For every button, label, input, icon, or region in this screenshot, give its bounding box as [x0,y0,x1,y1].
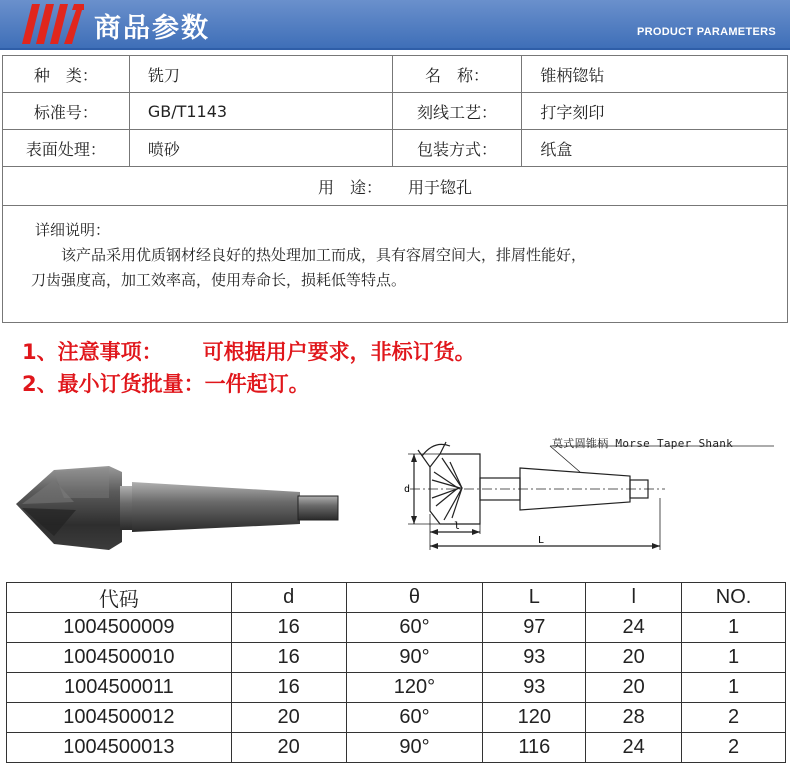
param-value: 喷砂 [129,130,392,167]
usage-row [3,167,788,206]
note-text: 可根据用户要求，非标订货。 [202,340,476,364]
param-key: 表面处理： [3,130,130,167]
cell-angle: 60° [346,613,483,643]
page-title: 商品参数 [94,13,210,44]
cell-no: 1 [682,613,786,643]
cell-d: 16 [231,643,346,673]
column-header: NO. [682,583,786,613]
cell-l: 24 [586,733,682,763]
detail-text: 该产品采用优质钢材经良好的热处理加工而成，具有容屑空间大，排屑性能好， [61,246,587,264]
brand-logo-icon [18,2,88,46]
cell-l: 20 [586,673,682,703]
cell-no: 1 [682,643,786,673]
param-row [3,93,788,130]
cell-L: 93 [483,673,586,703]
cell-L: 93 [483,643,586,673]
table-row [7,733,786,763]
cell-angle: 60° [346,703,483,733]
cell-angle: 90° [346,733,483,763]
product-photo [14,458,344,558]
detail-row [3,206,788,323]
usage-label: 用 途： [317,177,382,197]
cell-no: 1 [682,673,786,703]
dim-L-label: L [538,535,545,546]
param-value: 纸盒 [522,130,788,167]
dim-l-label: l [454,521,461,532]
param-value: GB/T1143 [129,93,392,130]
note-label: 1、注意事项： [22,340,163,364]
cell-d: 16 [231,613,346,643]
table-row [7,643,786,673]
param-key: 包装方式： [392,130,522,167]
cell-d: 20 [231,733,346,763]
cell-d: 16 [231,673,346,703]
param-row [3,130,788,167]
detail-label: 详细说明： [35,221,111,239]
page-subtitle: PRODUCT PARAMETERS [636,26,776,38]
param-value: 铣刀 [129,56,392,93]
parameter-table [2,55,788,323]
column-header: d [231,583,346,613]
table-row [7,613,786,643]
spec-table [6,582,786,763]
param-row [3,56,788,93]
table-row [7,703,786,733]
shank-label: 莫式圆锥柄 Morse Taper Shank [552,437,734,450]
cell-l: 24 [586,613,682,643]
param-key: 种 类： [3,56,130,93]
column-header: θ [346,583,483,613]
cell-l: 28 [586,703,682,733]
param-key: 标准号： [3,93,130,130]
column-header: 代码 [7,583,232,613]
cell-no: 2 [682,733,786,763]
cell-code: 1004500010 [7,643,232,673]
usage-value: 用于锪孔 [408,177,473,197]
cell-l: 20 [586,643,682,673]
cell-code: 1004500009 [7,613,232,643]
cell-L: 97 [483,613,586,643]
cell-angle: 90° [346,643,483,673]
order-notes [22,336,476,400]
param-key: 刻线工艺： [392,93,522,130]
dim-d-label: d [404,484,411,495]
header-banner [0,0,790,50]
cell-code: 1004500011 [7,673,232,703]
cell-code: 1004500013 [7,733,232,763]
cell-angle: 120° [346,673,483,703]
detail-text: 刀齿强度高，加工效率高，使用寿命长，损耗低等特点。 [31,271,407,289]
cell-no: 2 [682,703,786,733]
cell-code: 1004500012 [7,703,232,733]
column-header: L [483,583,586,613]
cell-L: 116 [483,733,586,763]
note-line-1 [22,336,476,368]
param-key: 名 称： [392,56,522,93]
table-row [7,673,786,703]
detail-cell [3,206,788,323]
param-value: 打字刻印 [522,93,788,130]
note-line-2: 2、最小订货批量：一件起订。 [22,372,310,396]
param-value: 锥柄锪钻 [522,56,788,93]
cell-L: 120 [483,703,586,733]
cell-d: 20 [231,703,346,733]
usage-cell [3,167,788,206]
spec-header-row [7,583,786,613]
column-header: l [586,583,682,613]
